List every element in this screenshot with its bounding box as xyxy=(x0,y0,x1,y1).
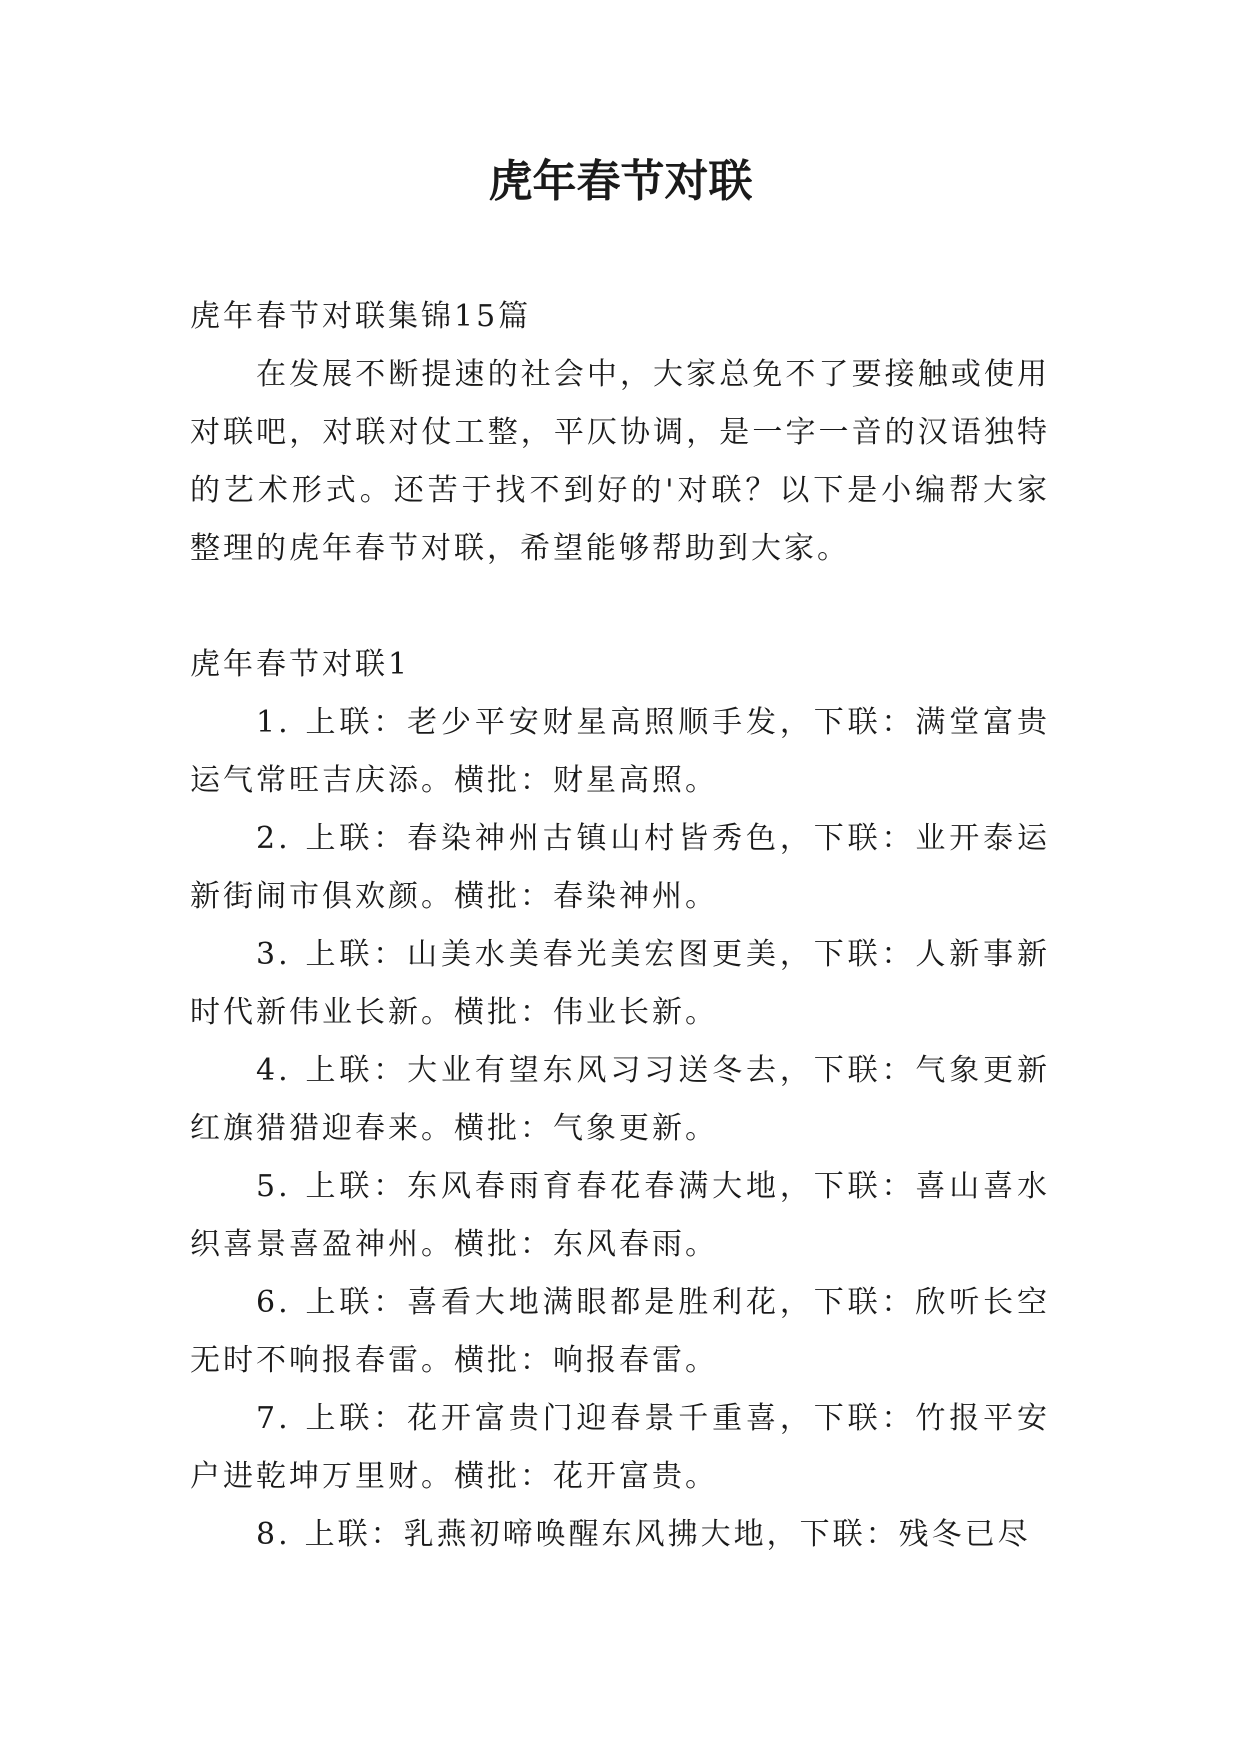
document-title: 虎年春节对联 xyxy=(488,156,753,207)
couplet-number: 5. xyxy=(256,1169,291,1204)
couplet-text: 上联：春染神州古镇山村皆秀色，下联：业开泰运新街闹市俱欢颜。横批：春染神州。 xyxy=(190,821,1050,914)
couplet-text: 上联：东风春雨育春花春满大地，下联：喜山喜水织喜景喜盈神州。横批：东风春雨。 xyxy=(190,1169,1050,1262)
couplet-item xyxy=(190,1274,1050,1390)
intro-paragraph: 在发展不断提速的社会中，大家总免不了要接触或使用对联吧，对联对仗工整，平仄协调，是一字一音的汉语独特的艺术形式。还苦于找不到好的'对联？以下是小编帮大家整理的虎年春节对联，希望能够帮助到大家。 xyxy=(190,357,1050,566)
couplet-item xyxy=(190,1506,1050,1564)
couplet-item xyxy=(190,810,1050,926)
couplet-text: 上联：大业有望东风习习送冬去，下联：气象更新红旗猎猎迎春来。横批：气象更新。 xyxy=(190,1053,1050,1146)
couplet-text: 上联：花开富贵门迎春景千重喜，下联：竹报平安户进乾坤万里财。横批：花开富贵。 xyxy=(190,1401,1050,1494)
couplet-item xyxy=(190,1158,1050,1274)
couplet-item xyxy=(190,1042,1050,1158)
couplet-text: 上联：山美水美春光美宏图更美，下联：人新事新时代新伟业长新。横批：伟业长新。 xyxy=(190,937,1050,1030)
couplet-number: 2. xyxy=(256,821,291,856)
couplet-text: 上联：乳燕初啼唤醒东风拂大地，下联：残冬已尽 xyxy=(304,1517,1031,1552)
couplet-number: 8. xyxy=(256,1517,291,1552)
couplet-list xyxy=(190,694,1050,1564)
couplet-number: 4. xyxy=(256,1053,291,1088)
couplet-item xyxy=(190,694,1050,810)
section-heading: 虎年春节对联1 xyxy=(190,647,411,682)
document-subtitle: 虎年春节对联集锦15篇 xyxy=(190,299,532,334)
couplet-number: 7. xyxy=(256,1401,291,1436)
couplet-item xyxy=(190,1390,1050,1506)
couplet-number: 6. xyxy=(256,1285,291,1320)
couplet-text: 上联：喜看大地满眼都是胜利花，下联：欣听长空无时不响报春雷。横批：响报春雷。 xyxy=(190,1285,1050,1378)
couplet-text: 上联：老少平安财星高照顺手发，下联：满堂富贵运气常旺吉庆添。横批：财星高照。 xyxy=(190,705,1050,798)
couplet-number: 1. xyxy=(256,705,291,740)
couplet-item xyxy=(190,926,1050,1042)
couplet-number: 3. xyxy=(256,937,291,972)
